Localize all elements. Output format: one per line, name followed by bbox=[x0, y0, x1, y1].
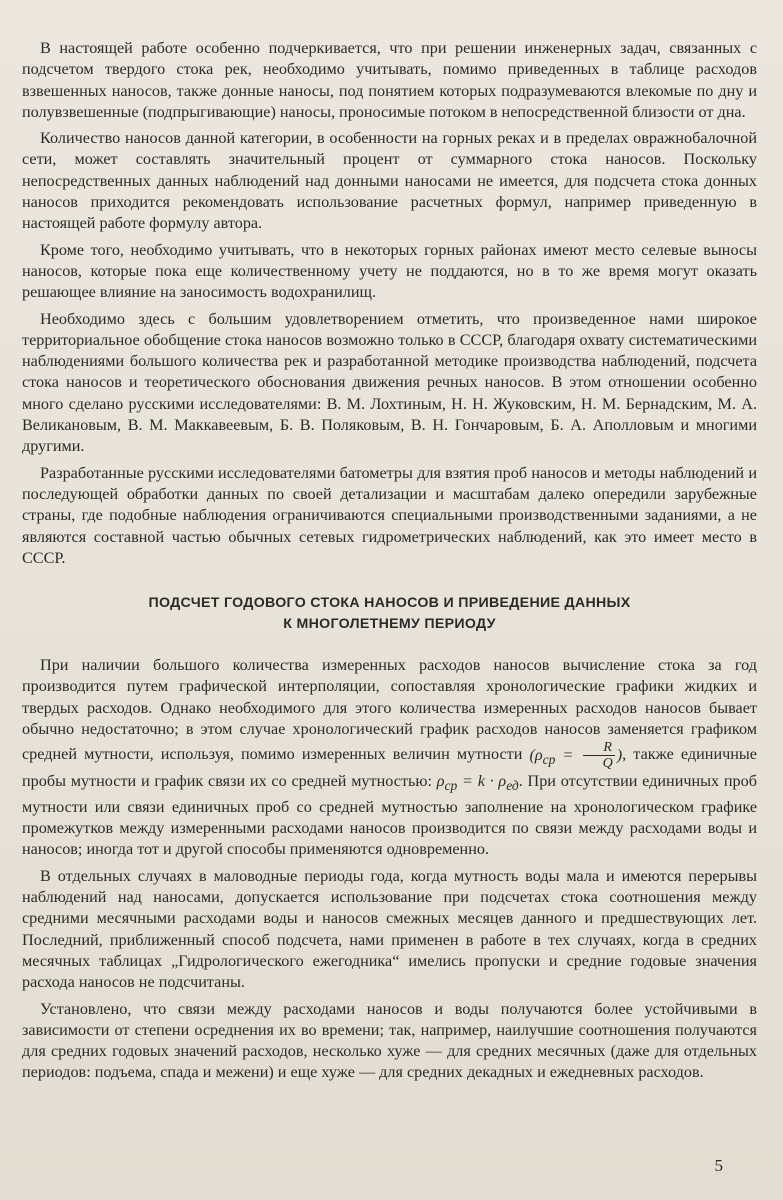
paragraph-after-1: В отдельных случаях в маловодные периоды года, когда мутность воды мала и имеются перерывы наблюдений над наносами, допускается использование при подсчетах стока соотношения между средними месячными расходами воды и наносов смежных месяцев данного и предшествующих лет. Последний, приближенный способ подсчета, нами применен в работе в тех случаях, когда в средних месячных таблицах „Гидрологического ежегодника“ имелись пропуски и средние годовые значения расхода наносов не подсчитаны. bbox=[22, 866, 757, 992]
formula-single-sample-relation: $\rho_{ср} = k \cdot \rho_{ед}$ bbox=[436, 772, 519, 794]
paragraph-intro-4: Необходимо здесь с большим удовлетворением отметить, что произведенное нами широкое территориальное обобщение стока наносов возможно только в СССР, благодаря охвату систематическими наблюдениями большого количества рек и разработанной методике производства наблюдений, подсчета стока наносов и теоретического обоснования движения речных наносов. В этом отношении особенно много сделано русскими исследователями: В. М. Лохтиным, Н. Н. Жуковским, Н. М. Бернадским, М. А. Великановым, В. М. Маккавеевым, Б. В. Поляковым, В. Н. Гончаровым, Б. А. Аполловым и многими другими. bbox=[22, 309, 757, 456]
paragraph-intro-2: Количество наносов данной категории, в особенности на горных реках и в пределах овражнобалочной сети, может составлять значительный процент от суммарного стока наносов. Поскольку непосредственных данных наблюдений над донными наносами не имеется, для подсчета стока донных наносов приходится рекомендовать использование расчетных формул, например приведенную в настоящей работе формулу автора. bbox=[22, 129, 757, 233]
formula-para-text-1: При наличии большого количества измеренных расходов наносов вычисление стока за год производится путем графической интерполяции, сопоставляя хронологические графики жидких и твердых расходов. Однако необходимого для этого количества измеренных расходов наносов бывает обычно недостаточно; в этом случае хронологический график расходов наносов заменяется графиком средней мутности, используя, помимо измеренных величин мутности bbox=[22, 656, 757, 764]
section-heading bbox=[22, 593, 757, 635]
formula-para-text-2: , также единичные пробы мутности и график связи их со средней мутностью: bbox=[22, 745, 757, 791]
formula-mean-turbidity: ($\rho_{ср}$ = $\frac{R}{Q}$ ) bbox=[529, 740, 623, 772]
paragraph-formulas bbox=[22, 655, 757, 861]
section-heading-line-1: ПОДСЧЕТ ГОДОВОГО СТОКА НАНОСОВ И ПРИВЕДЕНИЕ ДАННЫХ bbox=[148, 595, 631, 612]
section-heading-line-2: К МНОГОЛЕТНЕМУ ПЕРИОДУ bbox=[283, 616, 496, 633]
fraction-r-over-q: $\frac{R}{Q}$ bbox=[583, 740, 615, 771]
paragraph-intro-1: В настоящей работе особенно подчеркивается, что при решении инженерных задач, связанных с подсчетом твердого стока рек, необходимо учитывать, помимо приведенных в таблице расходов взвешенных наносов, также донные наносы, под понятием которых подразумеваются влекомые по дну и полувзвешенные (подпрыгивающие) наносы, проносимые потоком в непосредственной близости от дна. bbox=[22, 39, 757, 121]
page-number: 5 bbox=[714, 1156, 723, 1175]
paragraph-after-2: Установлено, что связи между расходами наносов и воды получаются более устойчивыми в зависимости от степени осреднения их во времени; так, например, наилучшие соотношения получаются для средних годовых значений расходов, несколько хуже — для средних месячных (даже для отдельных периодов: подъема, спада и межени) и еще хуже — для средних декадных и ежедневных расходов. bbox=[22, 999, 757, 1082]
formula-para-text-3: . При отсутствии единичных проб мутности или связи единичных проб со средней мутностью заполнение на хронологическом графике промежутков между измеренными расходами наносов производится по связи между расходами воды и наносов; иногда тот и другой способы применяются одновременно. bbox=[22, 772, 757, 859]
paragraph-intro-3: Кроме того, необходимо учитывать, что в некоторых горных районах имеют место селевые выносы наносов, которые пока еще количественному учету не поддаются, но в то же время могут оказать решающее влияние на заносимость водохранилищ. bbox=[22, 240, 757, 302]
paragraph-intro-5: Разработанные русскими исследователями батометры для взятия проб наносов и методы наблюдений и последующей обработки данных по своей детализации и масштабам далеко опередили зарубежные страны, где подобные наблюдения ограничиваются специальными производственными заданиями, а не являются составной частью обычных сетевых гидрометрических наблюдений, как это имеет место в СССР. bbox=[22, 463, 757, 567]
